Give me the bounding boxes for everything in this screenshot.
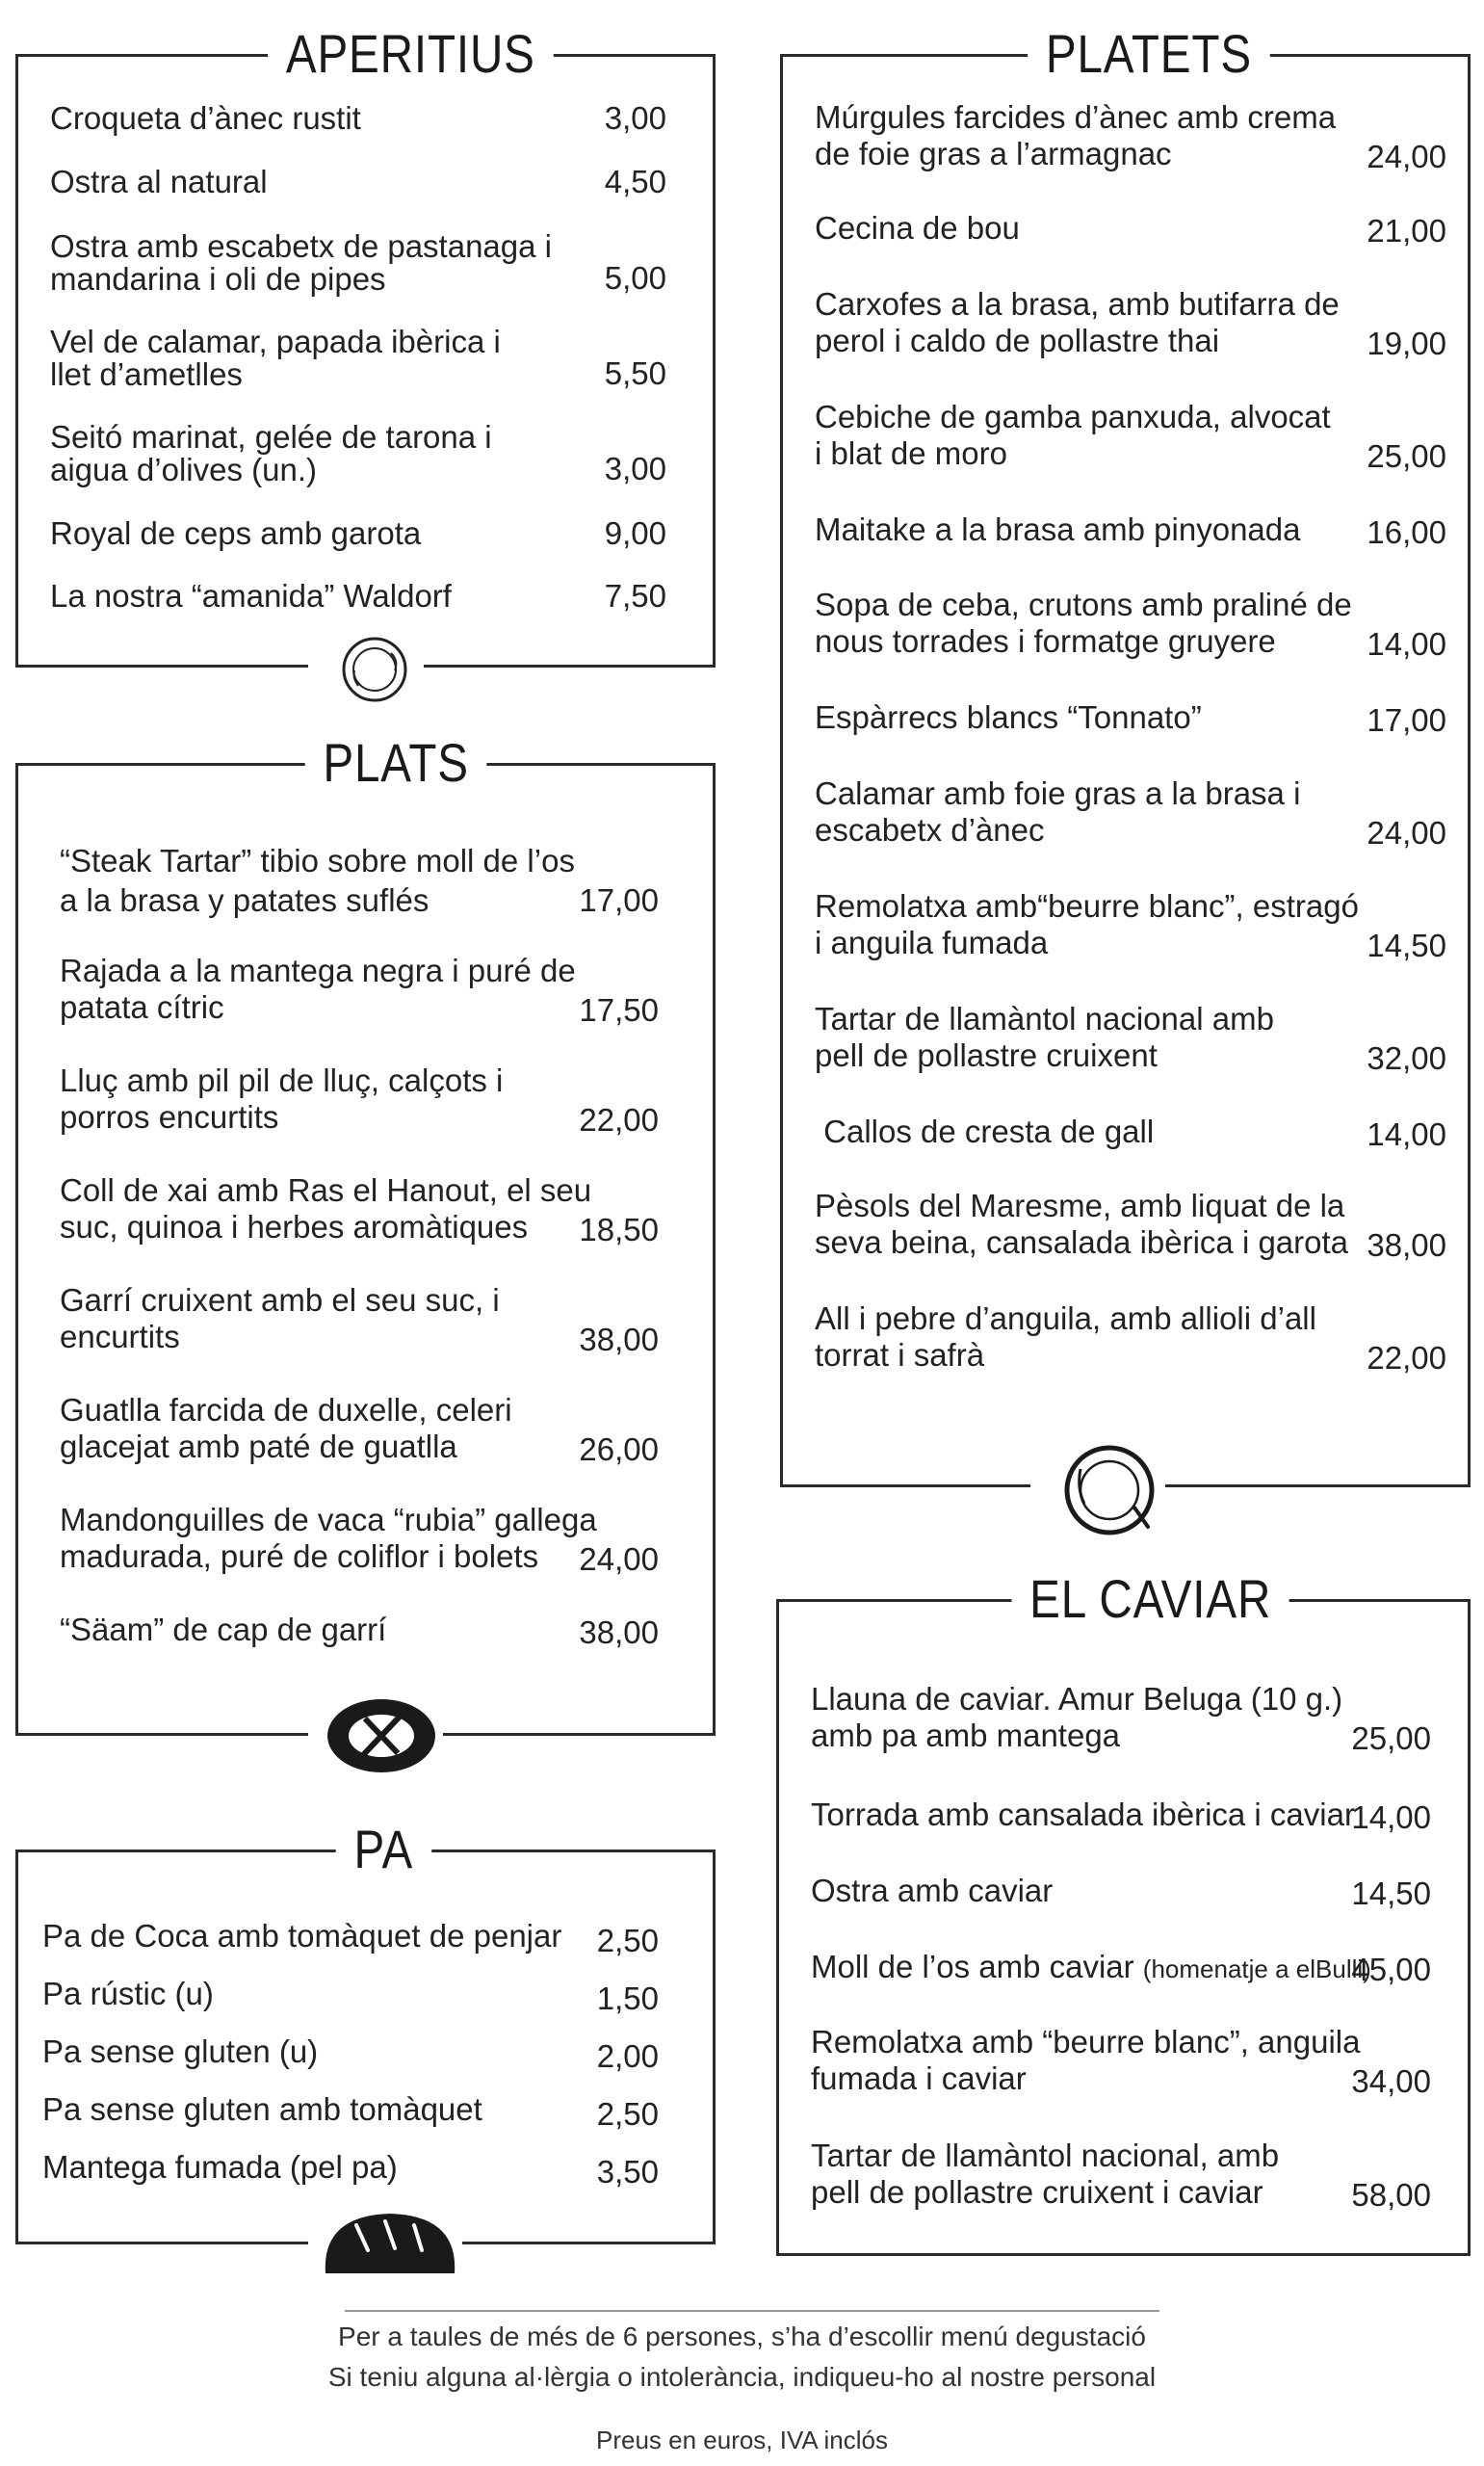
menu-item: La nostra “amanida” Waldorf 7,50 — [50, 578, 666, 614]
menu-item: Pa de Coca amb tomàquet de penjar 2,50 — [42, 1918, 659, 1958]
platets-title: PLATETS — [1028, 23, 1269, 85]
aperitius-title: APERITIUS — [268, 23, 553, 85]
plate-icon — [1059, 1440, 1159, 1545]
menu-item: Pa sense gluten (u) 2,00 — [42, 2033, 659, 2074]
menu-item: Moll de l’os amb caviar (homenatje a elBulli) 45,00 — [811, 1949, 1431, 1987]
menu-item: All i pebre d’anguila, amb allioli d’all torrat i safrà 22,00 — [815, 1300, 1446, 1376]
menu-item: Múrgules farcides d’ànec amb crema de foie gras a l’armagnac 24,00 — [815, 99, 1446, 174]
menu-item: Maitake a la brasa amb pinyonada 16,00 — [815, 512, 1446, 550]
menu-item: Ostra amb escabetx de pastanaga i mandarina i oli de pipes 5,00 — [50, 228, 666, 297]
menu-item: Sopa de ceba, crutons amb praliné de nous torrades i formatge gruyere 14,00 — [815, 587, 1446, 662]
caviar-title: EL CAVIAR — [1011, 1568, 1289, 1630]
menu-item: Ostra amb caviar 14,50 — [811, 1873, 1431, 1911]
menu-item: Tartar de llamàntol nacional, amb pell de pollastre cruixent i caviar 58,00 — [811, 2138, 1431, 2213]
menu-item: Lluç amb pil pil de lluç, calçots i porros encurtits 22,00 — [60, 1062, 659, 1138]
menu-item: Mantega fumada (pel pa) 3,50 — [42, 2149, 659, 2190]
menu-item: Remolatxa amb“beurre blanc”, estragó i anguila fumada 14,50 — [815, 888, 1446, 963]
menu-item: Vel de calamar, papada ibèrica i llet d’ametlles 5,50 — [50, 324, 666, 392]
menu-item: Cebiche de gamba panxuda, alvocat i blat de moro 25,00 — [815, 399, 1446, 474]
menu-item: Seitó marinat, gelée de tarona i aigua d’olives (un.) 3,00 — [50, 419, 666, 487]
menu-item: Cecina de bou 21,00 — [815, 210, 1446, 249]
menu-item: Pèsols del Maresme, amb liquat de la seva beina, cansalada ibèrica i garota 38,00 — [815, 1188, 1446, 1263]
menu-item: Llauna de caviar. Amur Beluga (10 g.) amb pa amb mantega 25,00 — [811, 1681, 1431, 1756]
footer-divider — [345, 2310, 1159, 2312]
menu-item: Croqueta d’ànec rustit 3,00 — [50, 100, 666, 136]
menu-item: “Säam” de cap de garrí 38,00 — [60, 1612, 659, 1650]
menu-item: Remolatxa amb “beurre blanc”, anguila fumada i caviar 34,00 — [811, 2024, 1431, 2099]
menu-item: Ostra al natural 4,50 — [50, 164, 666, 199]
plate-icon — [337, 632, 412, 712]
menu-item: “Steak Tartar” tibio sobre moll de l’os a la brasa y patates suflés 17,00 — [60, 843, 659, 918]
menu-item: Tartar de llamàntol nacional amb pell de pollastre cruixent 32,00 — [815, 1001, 1446, 1076]
menu-item: Mandonguilles de vaca “rubia” gallega madurada, puré de coliflor i bolets 24,00 — [60, 1502, 659, 1577]
menu-item: Torrada amb cansalada ibèrica i caviar 14,00 — [811, 1797, 1431, 1835]
cutlery-icon — [325, 1695, 438, 1781]
menu-item: Royal de ceps amb garota 9,00 — [50, 515, 666, 551]
menu-item: Garrí cruixent amb el seu suc, i encurtits 38,00 — [60, 1282, 659, 1357]
menu-item: Rajada a la mantega negra i puré de patata cítric 17,50 — [60, 953, 659, 1028]
menu-item: Coll de xai amb Ras el Hanout, el seu suc, quinoa i herbes aromàtiques 18,50 — [60, 1172, 659, 1247]
footer-note-prices: Preus en euros, IVA inclós — [595, 2426, 888, 2454]
menu-item: Callos de cresta de gall 14,00 — [815, 1114, 1446, 1152]
footer-note-allergies: Si teniu alguna al·lèrgia o intolerància, indiqueu-ho al nostre personal — [327, 2362, 1157, 2392]
plats-title: PLATS — [305, 732, 487, 794]
menu-item: Pa sense gluten amb tomàquet 2,50 — [42, 2091, 659, 2132]
pa-title: PA — [336, 1819, 431, 1880]
bread-icon — [318, 2206, 462, 2288]
menu-item: Carxofes a la brasa, amb butifarra de perol i caldo de pollastre thai 19,00 — [815, 286, 1446, 361]
menu-item: Guatlla farcida de duxelle, celeri glacejat amb paté de guatlla 26,00 — [60, 1392, 659, 1467]
platets-section — [780, 54, 1471, 1487]
menu-item: Espàrrecs blancs “Tonnato” 17,00 — [815, 699, 1446, 738]
menu-item: Calamar amb foie gras a la brasa i escabetx d’ànec 24,00 — [815, 775, 1446, 851]
footer-note-group-size: Per a taules de més de 6 persones, s’ha d’escollir menú degustació — [338, 2322, 1146, 2351]
menu-item: Pa rústic (u) 1,50 — [42, 1976, 659, 2016]
